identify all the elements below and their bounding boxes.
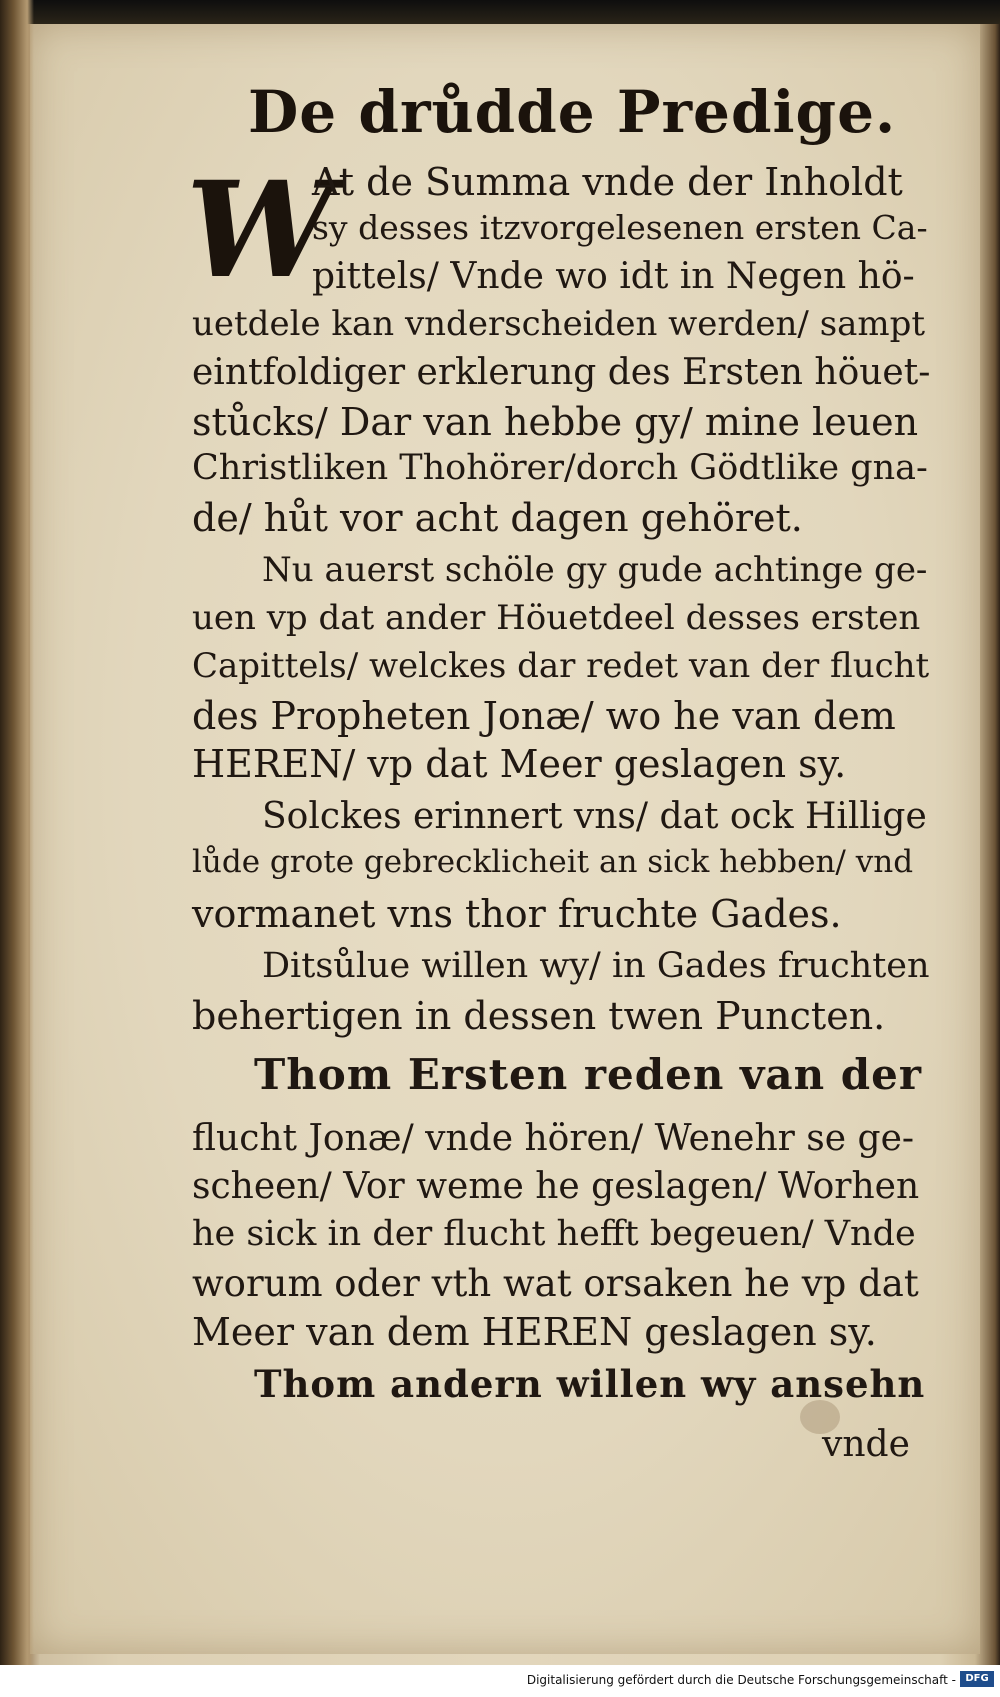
text-line-3: pittels/ Vnde wo idt in Negen hö- [312, 256, 915, 297]
text-line-5: eintfoldiger erklerung des Ersten höuet- [192, 352, 931, 393]
drop-cap: W [186, 153, 335, 308]
text-line-24: Meer van dem HEREN geslagen sy. [192, 1310, 877, 1354]
text-line-22: he sick in der flucht hefft begeuen/ Vnde [192, 1214, 916, 1254]
text-line-1: At de Summa vnde der Inholdt [312, 160, 903, 204]
catchword: vnde [822, 1424, 910, 1465]
scan-top-edge [0, 0, 1000, 24]
text-line-21: scheen/ Vor weme he geslagen/ Worhen [192, 1166, 920, 1207]
text-line-13: HEREN/ vp dat Meer geslagen sy. [192, 742, 847, 786]
text-line-18: behertigen in dessen twen Puncten. [192, 994, 886, 1038]
funding-credit: Digitalisierung gefördert durch die Deutsche Forschungsgemeinschaft - [526, 1673, 956, 1687]
text-line-20: flucht Jonæ/ vnde hören/ Wenehr se ge- [192, 1118, 915, 1159]
text-line-19: Thom Ersten reden van der [254, 1050, 923, 1099]
text-line-14: Solckes erinnert vns/ dat ock Hillige [262, 796, 927, 837]
text-line-25: Thom andern willen wy ansehn [254, 1362, 926, 1406]
text-line-9: Nu auerst schöle gy gude achtinge ge- [262, 550, 928, 590]
text-line-8: de/ hůt vor acht dagen gehöret. [192, 496, 803, 540]
text-line-17: Ditsůlue willen wy/ in Gades fruchten [262, 946, 930, 986]
text-line-7: Christliken Thohörer/dorch Gödtlike gna- [192, 448, 928, 488]
text-line-15: lůde grote gebrecklicheit an sick hebben/ vnd [192, 844, 914, 880]
text-line-2: sy desses itzvorgelesenen ersten Ca- [312, 208, 928, 247]
page-heading: De drůdde Predige. [248, 78, 897, 146]
text-line-16: vormanet vns thor fruchte Gades. [192, 892, 842, 936]
text-line-4: uetdele kan vnderscheiden werden/ sampt [192, 304, 926, 344]
text-line-23: worum oder vth wat orsaken he vp dat [192, 1262, 919, 1305]
text-line-12: des Propheten Jonæ/ wo he van dem [192, 694, 896, 738]
text-line-6: stůcks/ Dar van hebbe gy/ mine leuen [192, 400, 919, 444]
dfg-logo: DFG [960, 1671, 994, 1687]
page-gutter [0, 0, 34, 1665]
text-line-10: uen vp dat ander Höuetdeel desses ersten [192, 598, 921, 638]
text-line-11: Capittels/ welckes dar redet van der flucht [192, 646, 930, 686]
